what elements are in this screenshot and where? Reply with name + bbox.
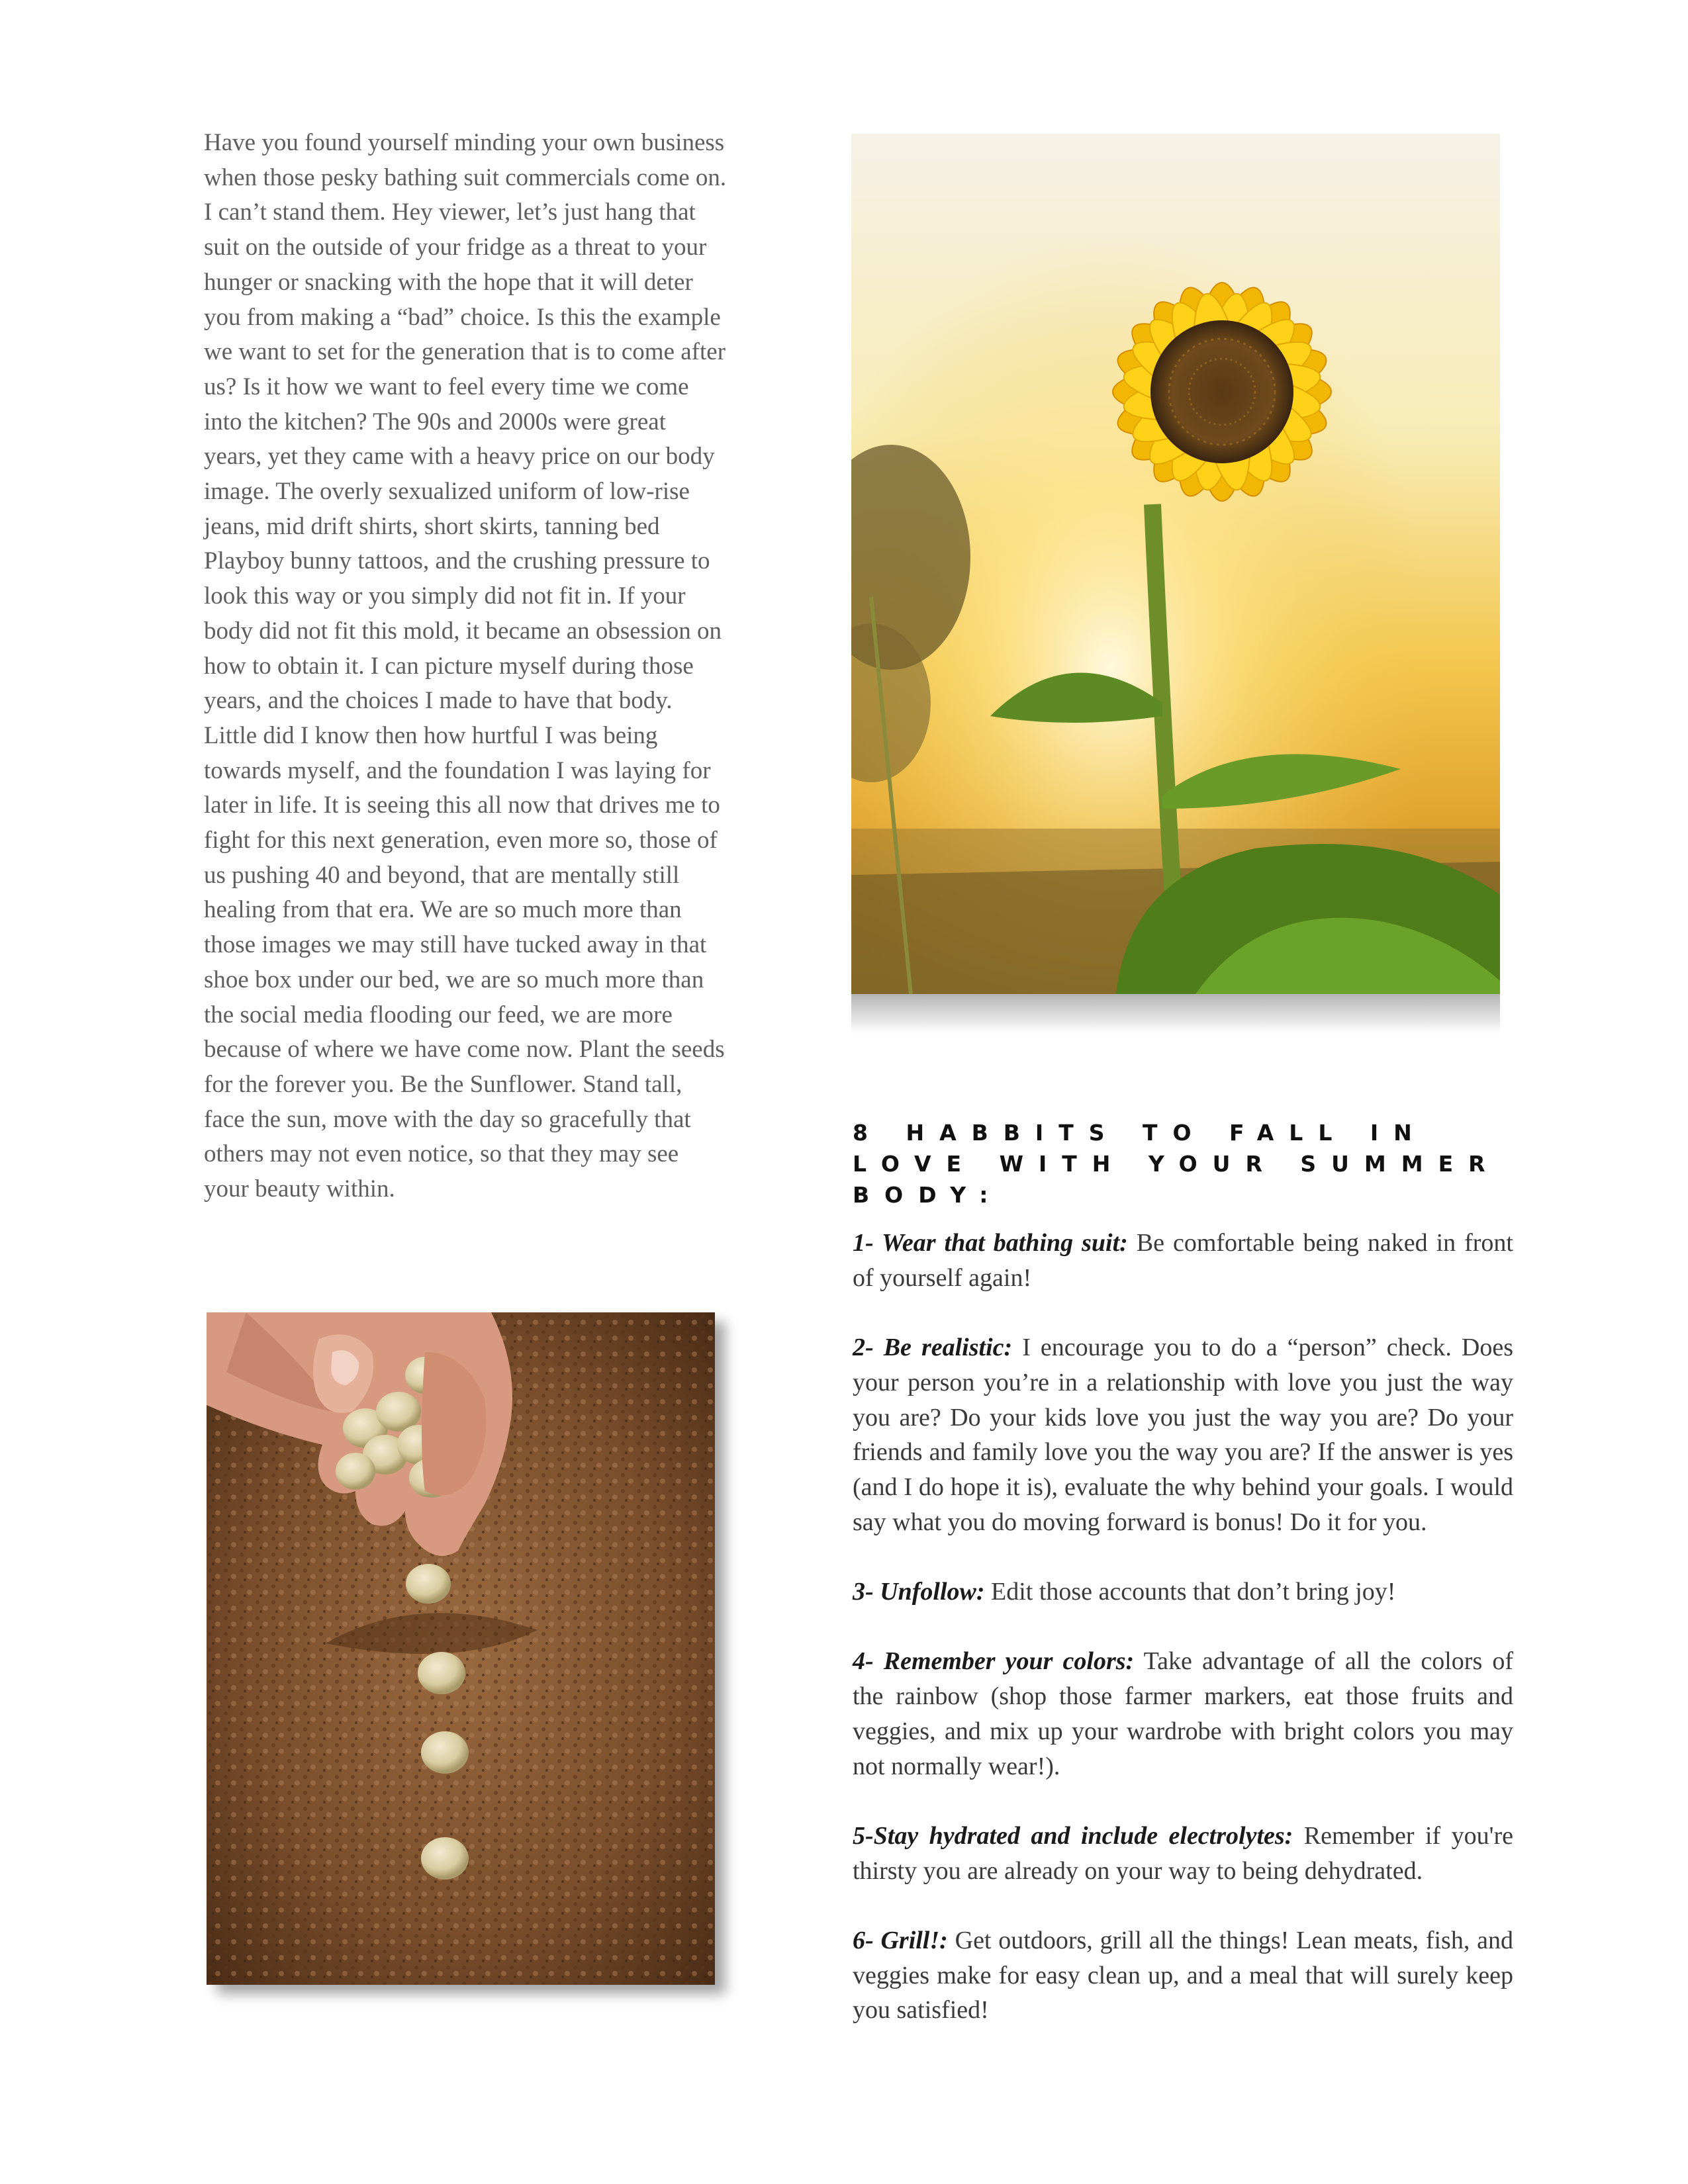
habit-text: Take advantage of all the colors of the rainbow (shop those farmer markers, eat those fruits and veggies, and mix up your wardrobe with bright colors you may not normally wear!). [853,1647,1513,1780]
habit-item [853,1574,1513,1610]
habits-list [853,1226,1513,2063]
habit-item [853,1819,1513,1888]
habit-title: 2- Be realistic: [853,1334,1013,1362]
habit-text: Be comfortable being naked in front of yourself again! [853,1229,1513,1292]
habit-title: 6- Grill!: [853,1926,948,1954]
habit-text: Remember if you're thirsty you are already on your way to being dehydrated. [853,1821,1514,1885]
seeds-in-soil-icon [207,1312,715,1985]
habits-heading: 8 HABBITS TO FALL IN LOVE WITH YOUR SUMMER BODY: [853,1120,1501,1208]
habit-item [853,1330,1513,1539]
habit-text: Edit those accounts that don’t bring joy! [984,1578,1396,1606]
habit-title: 5-Stay hydrated and include electrolytes: [853,1821,1293,1850]
habit-title: 3- Unfollow: [853,1578,985,1606]
habit-item [853,1923,1513,2028]
sunflower-icon [851,134,1500,994]
habit-item [853,1226,1513,1295]
habit-title: 1- Wear that bathing suit: [853,1229,1128,1257]
intro-paragraph: Have you found yourself minding your own business when those pesky bathing suit commercials come on. I can’t stand them. Hey viewer, let’s just hang that suit on the outside of your fridge as a threat to your hunger or snacking with the hope that it will deter you from making a “bad” choice. Is this the example we want to set for the generation that is to come after us? Is it how we want to feel every time we come into the kitchen? The 90s and 2000s were great years, yet they came with a heavy price on our body image. The overly sexualized uniform of low-rise jeans, mid drift shirts, short skirts, tanning bed Playboy bunny tattoos, and the crushing pressure to look this way or you simply did not fit in. If your body did not fit this mold, it became an obsession on how to obtain it. I can picture myself during those years, and the choices I made to have that body. Little did I know then how hurtful I was being towards myself, and the foundation I was laying for later in life. It is seeing this all now that drives me to fight for this next generation, even more so, those of us pushing 40 and beyond, that are mentally still healing from that era. We are so much more than those images we may still have tucked away in that shoe box under our bed, we are so much more than the social media flooding our feed, we are more because of where we have come now. Plant the seeds for the forever you. Be the Sunflower. Stand tall, face the sun, move with the day so gracefully that others may not even notice, so that they may see your beauty within. [204,129,727,1203]
sunflower-photo [851,134,1500,994]
habit-title: 4- Remember your colors: [853,1647,1135,1676]
seeds-photo [207,1312,715,1985]
habit-text: I encourage you to do a “person” check. Does your person you’re in a relationship with love you just the way you are? Do your kids love you just the way you are? Do your friends and family love you the way you are? If the answer is yes (and I do hope it is), evaluate the why behind your goals. I would say what you do moving forward is bonus! Do it for you. [853,1334,1513,1536]
sunflower-reflection [851,994,1500,1034]
habit-text: Get outdoors, grill all the things! Lean meats, fish, and veggies make for easy clean up, and a meal that will surely keep you satisfied! [853,1926,1513,2025]
habit-item [853,1644,1513,1784]
